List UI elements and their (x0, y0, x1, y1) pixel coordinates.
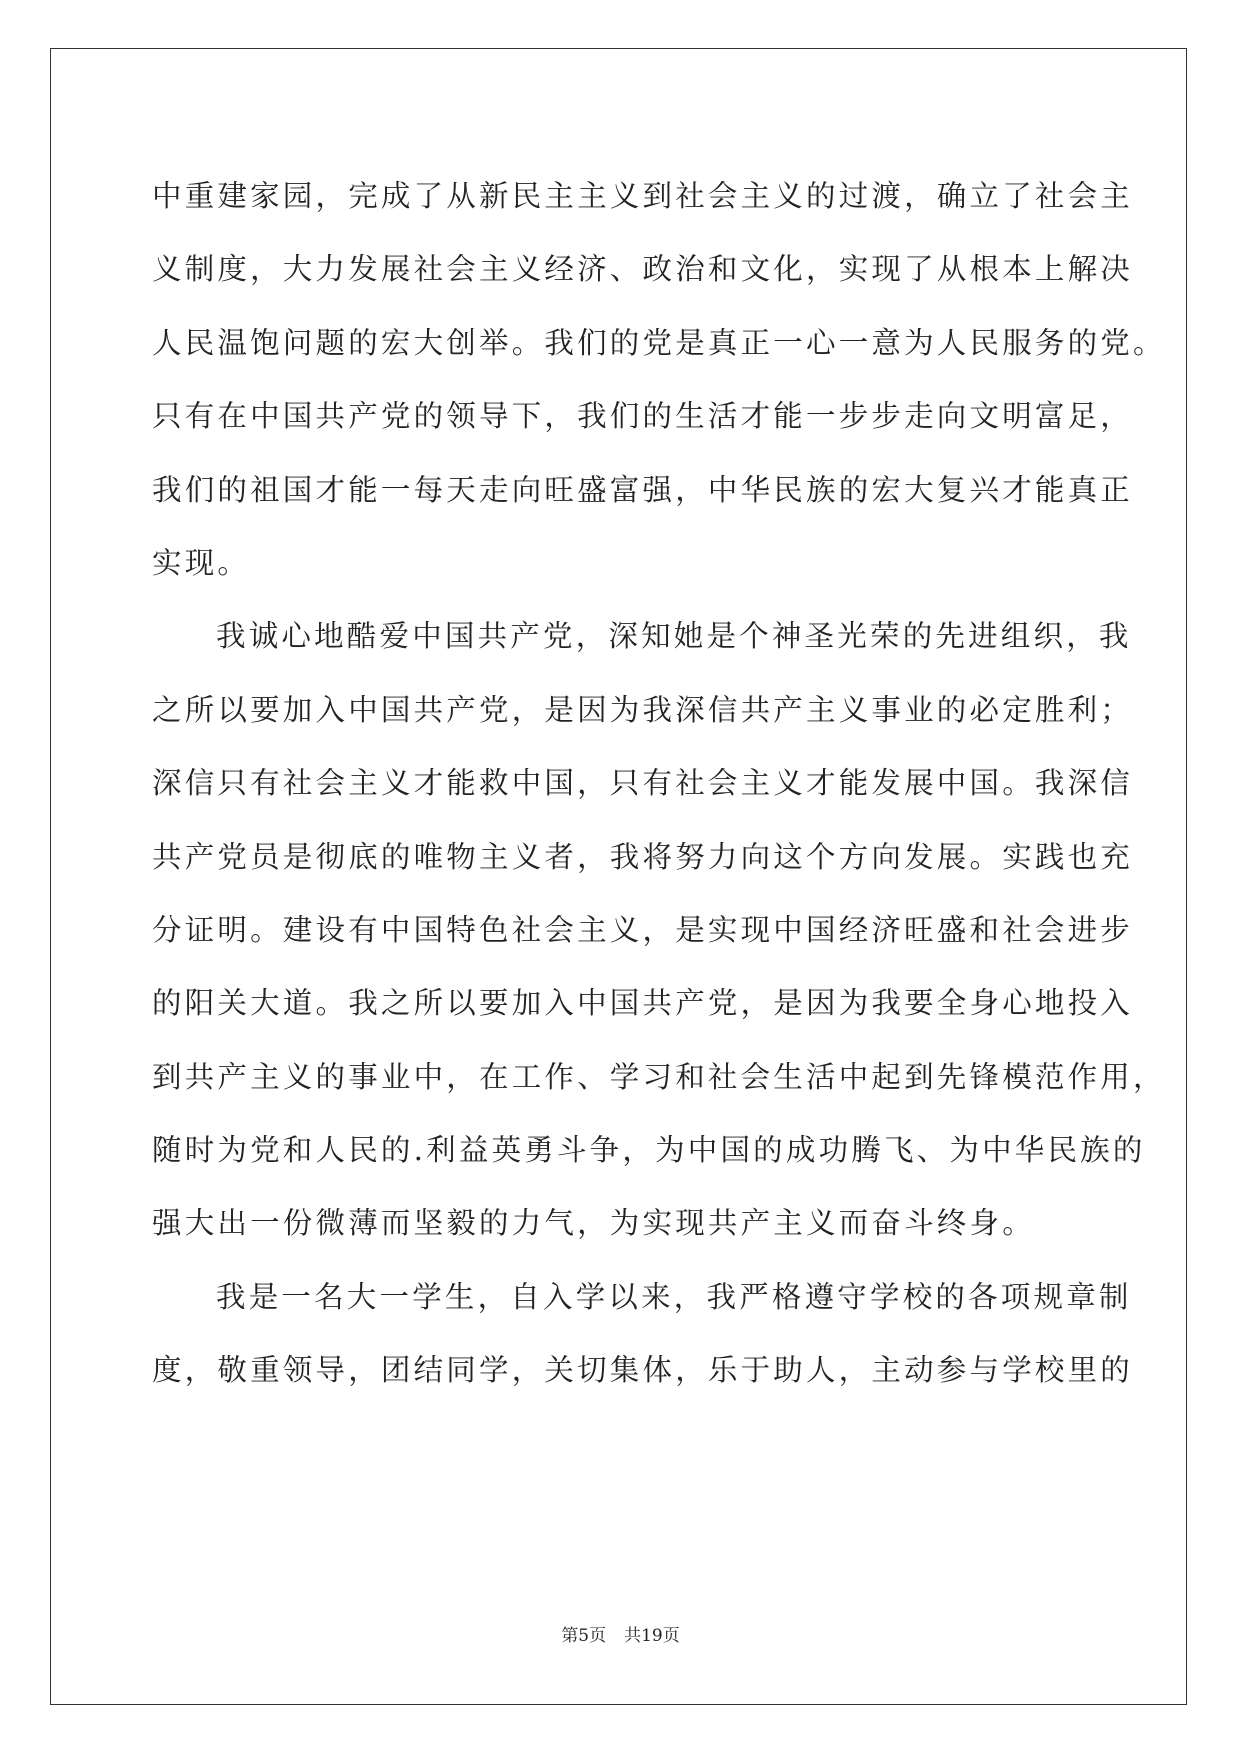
paragraph-first-line: 我诚心地酷爱中国共产党，深知她是个神圣光荣的先进组织，我 (216, 619, 1132, 654)
text-line: 的阳关大道。我之所以要加入中国共产党，是因为我要全身心地投入 (152, 986, 1134, 1021)
text-line: 义制度，大力发展社会主义经济、政治和文化，实现了从根本上解决 (152, 252, 1134, 287)
text-line: 我们的祖国才能一每天走向旺盛富强，中华民族的宏大复兴才能真正 (152, 472, 1134, 507)
text-line: 人民温饱问题的宏大创举。我们的党是真正一心一意为人民服务的党。 (152, 325, 1166, 360)
text-line: 只有在中国共产党的领导下，我们的生活才能一步步走向文明富足， (152, 399, 1134, 434)
document-body (152, 160, 1166, 1408)
text-line: 之所以要加入中国共产党，是因为我深信共产主义事业的必定胜利； (152, 692, 1134, 727)
text-line: 强大出一份微薄而坚毅的力气，为实现共产主义而奋斗终身。 (152, 1206, 1035, 1241)
text-line: 度，敬重领导，团结同学，关切集体，乐于助人，主动参与学校里的 (152, 1353, 1134, 1388)
text-line: 实现。 (152, 545, 251, 580)
text-line: 深信只有社会主义才能救中国，只有社会主义才能发展中国。我深信 (152, 766, 1134, 801)
text-line: 分证明。建设有中国特色社会主义，是实现中国经济旺盛和社会进步 (152, 912, 1134, 947)
text-line: 共产党员是彻底的唯物主义者，我将努力向这个方向发展。实践也充 (152, 839, 1134, 874)
page-total: 共19页 (624, 1626, 680, 1646)
text-line: 随时为党和人民的.利益英勇斗争，为中国的成功腾飞、为中华民族的 (152, 1133, 1146, 1168)
text-line: 中重建家园，完成了从新民主主义到社会主义的过渡，确立了社会主 (152, 179, 1134, 213)
text-line: 到共产主义的事业中，在工作、学习和社会生活中起到先锋模范作用， (152, 1059, 1166, 1094)
page-footer (0, 1621, 1241, 1646)
paragraph-first-line: 我是一名大一学生，自入学以来，我严格遵守学校的各项规章制 (216, 1279, 1132, 1314)
page-number: 第5页 (561, 1626, 607, 1646)
